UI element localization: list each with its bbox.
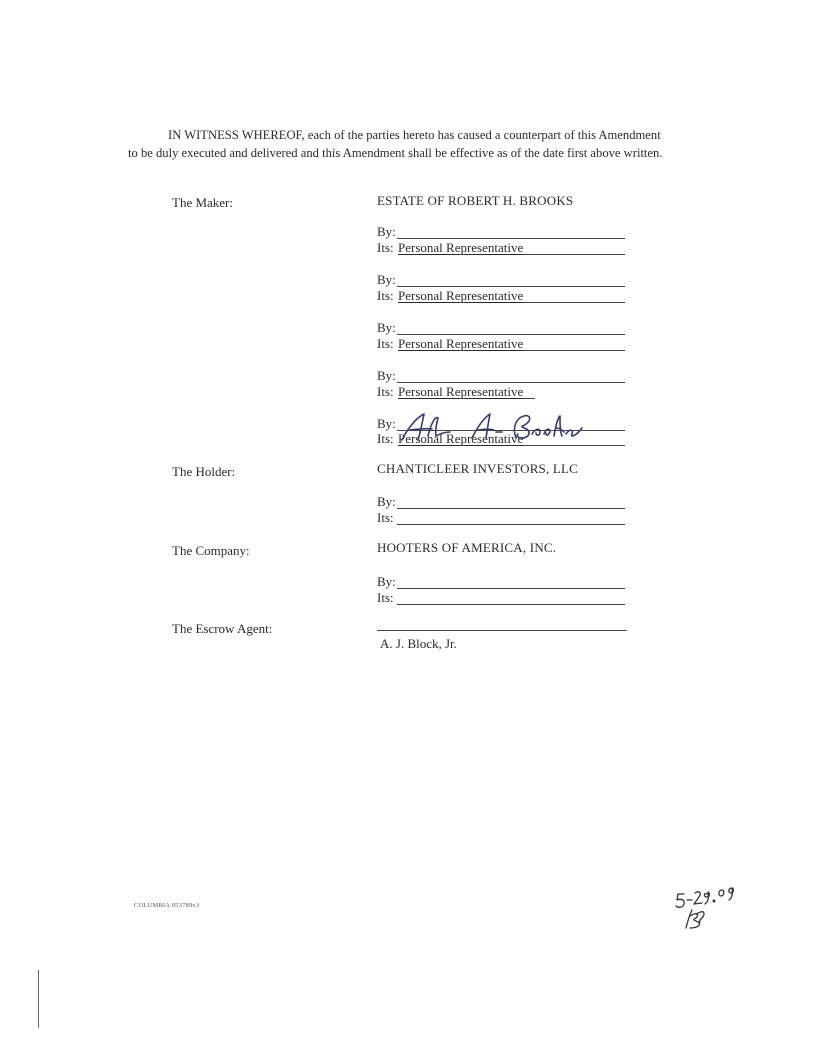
its-label: Its: bbox=[377, 336, 394, 351]
holder-name: CHANTICLEER INVESTORS, LLC bbox=[377, 461, 579, 476]
company-label: The Company: bbox=[172, 543, 250, 558]
escrow-agent-label: The Escrow Agent: bbox=[172, 621, 273, 636]
signature-rule bbox=[397, 588, 625, 589]
title-rule bbox=[397, 604, 625, 605]
by-label: By: bbox=[377, 416, 396, 431]
its-label: Its: bbox=[377, 288, 394, 303]
maker-by-line-1[interactable] bbox=[377, 224, 625, 240]
document-code: COLUMBIA 953789v3 bbox=[134, 902, 200, 909]
title-rule bbox=[397, 524, 625, 525]
its-value: Personal Representative bbox=[398, 288, 524, 303]
scan-edge-mark bbox=[38, 970, 39, 1028]
maker-its-line-4 bbox=[377, 384, 625, 400]
company-its-line[interactable] bbox=[377, 590, 625, 606]
maker-its-line-1 bbox=[377, 240, 625, 256]
witness-paragraph: IN WITNESS WHEREOF, each of the parties hereto has caused a counterpart of this Amendment to be duly executed and delivered and this Amendment shall be effective as of the date first above written. bbox=[128, 128, 663, 160]
maker-by-line-3[interactable] bbox=[377, 320, 625, 336]
signature-rule bbox=[397, 508, 625, 509]
signature-rule bbox=[397, 382, 625, 383]
by-label: By: bbox=[377, 368, 396, 383]
company-name: HOOTERS OF AMERICA, INC. bbox=[377, 540, 557, 555]
by-label: By: bbox=[377, 494, 396, 509]
escrow-signature-rule[interactable] bbox=[377, 630, 627, 631]
its-value: Personal Representative bbox=[398, 336, 524, 351]
holder-its-line[interactable] bbox=[377, 510, 625, 526]
its-label: Its: bbox=[377, 240, 394, 255]
its-label: Its: bbox=[377, 431, 394, 446]
maker-name: ESTATE OF ROBERT H. BROOKS bbox=[377, 193, 574, 208]
its-value: Personal Representative bbox=[398, 384, 524, 399]
escrow-agent-name: A. J. Block, Jr. bbox=[380, 636, 457, 651]
handwritten-signature bbox=[398, 410, 588, 446]
its-label: Its: bbox=[377, 590, 394, 605]
by-label: By: bbox=[377, 320, 396, 335]
by-label: By: bbox=[377, 224, 396, 239]
handwritten-date-initials bbox=[672, 884, 742, 932]
by-label: By: bbox=[377, 574, 396, 589]
its-label: Its: bbox=[377, 510, 394, 525]
maker-by-line-2[interactable] bbox=[377, 272, 625, 288]
maker-by-line-4[interactable] bbox=[377, 368, 625, 384]
by-label: By: bbox=[377, 272, 396, 287]
its-value: Personal Representative bbox=[398, 431, 524, 446]
signature-rule bbox=[397, 334, 625, 335]
maker-label: The Maker: bbox=[172, 195, 234, 210]
signature-rule bbox=[397, 238, 625, 239]
signature-rule bbox=[397, 286, 625, 287]
its-value: Personal Representative bbox=[398, 240, 524, 255]
company-by-line[interactable] bbox=[377, 574, 625, 590]
its-label: Its: bbox=[377, 384, 394, 399]
holder-label: The Holder: bbox=[172, 464, 236, 479]
maker-its-line-3 bbox=[377, 336, 625, 352]
maker-its-line-2 bbox=[377, 288, 625, 304]
holder-by-line[interactable] bbox=[377, 494, 625, 510]
